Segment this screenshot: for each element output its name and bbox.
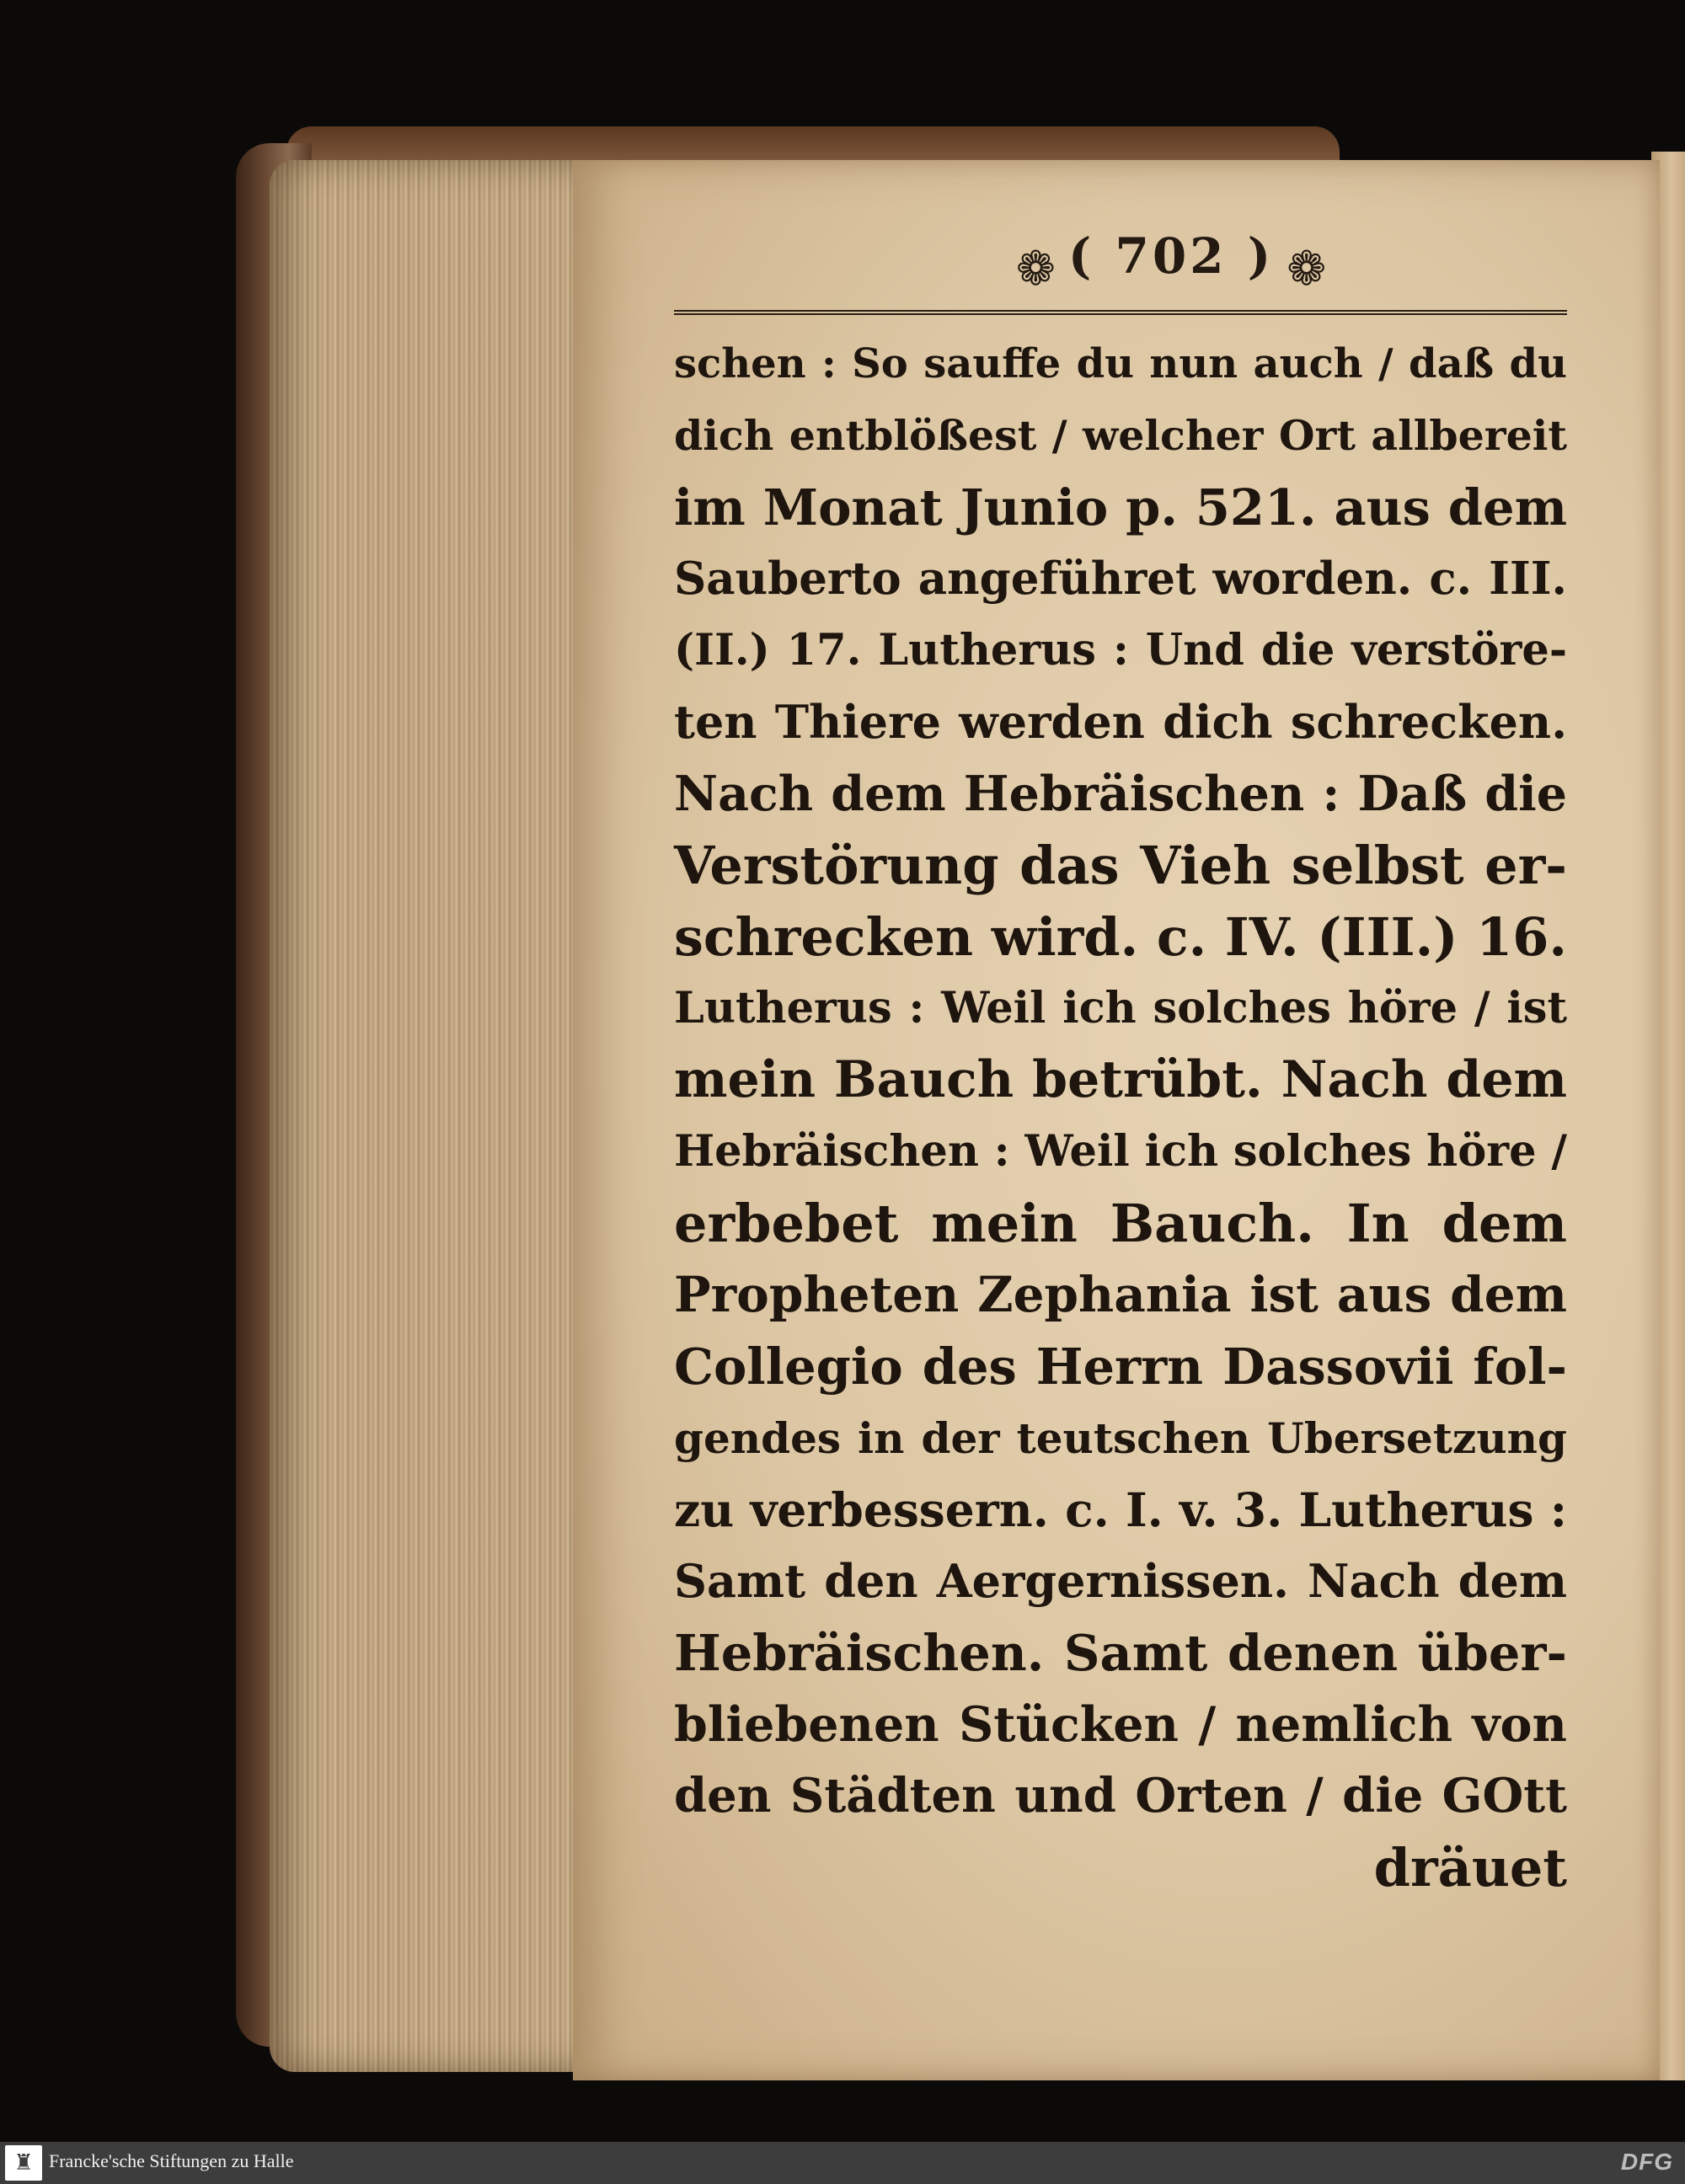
text-line: Hebräischen : Weil ich solches höre / xyxy=(674,1126,1567,1177)
text-line: Collegio des Herrn Dassovii fol- xyxy=(674,1338,1567,1396)
text-line: Hebräischen. Samt denen über- xyxy=(674,1624,1567,1682)
catchword: dräuet xyxy=(1373,1837,1567,1898)
text-line: Lutherus : Weil ich solches höre / ist xyxy=(674,983,1567,1033)
page-text xyxy=(674,328,1567,1904)
text-line: schrecken wird. c. IV. (III.) 16. xyxy=(674,906,1567,968)
institution-logo-icon[interactable]: ♜ xyxy=(5,2145,42,2181)
text-line: Samt den Aergernissen. Nach dem xyxy=(674,1554,1567,1608)
text-line: Nach dem Hebräischen : Daß die xyxy=(674,766,1567,822)
dfg-logo[interactable]: DFG xyxy=(1620,2149,1673,2175)
ornament-right-icon: ❁ xyxy=(1286,242,1327,296)
text-line: im Monat Junio p. 521. aus dem xyxy=(674,478,1567,537)
text-line: mein Bauch betrübt. Nach dem xyxy=(674,1050,1567,1109)
text-line: (II.) 17. Lutherus : Und die verstöre- xyxy=(674,625,1567,675)
text-line: Propheten Zephania ist aus dem xyxy=(674,1266,1567,1323)
ornament-left-icon: ❁ xyxy=(1015,242,1056,296)
text-line: erbebet mein Bauch. In dem xyxy=(674,1193,1567,1254)
viewer-footer-bar xyxy=(0,2142,1685,2184)
page-header xyxy=(708,227,1634,296)
institution-name[interactable]: Francke'sche Stiftungen zu Halle xyxy=(49,2150,294,2171)
text-line: bliebenen Stücken / nemlich von xyxy=(674,1696,1567,1753)
text-line: dich entblößest / welcher Ort allbereit xyxy=(674,411,1567,460)
text-line: schen : So sauffe du nun auch / daß du xyxy=(674,340,1567,387)
text-line: den Städten und Orten / die GOtt xyxy=(674,1768,1567,1824)
text-line: ten Thiere werden dich schrecken. xyxy=(674,695,1567,749)
header-rule xyxy=(674,310,1567,315)
text-line: zu verbessern. c. I. v. 3. Lutherus : xyxy=(674,1482,1567,1537)
text-line: gendes in der teutschen Ubersetzung xyxy=(674,1413,1567,1463)
text-line: Sauberto angeführet worden. c. III. xyxy=(674,553,1567,605)
book xyxy=(236,126,1685,2097)
page-number: ( 702 ) xyxy=(1067,227,1275,285)
text-line: Verstörung das Vieh selbst er- xyxy=(674,835,1567,896)
book-page xyxy=(573,160,1660,2080)
